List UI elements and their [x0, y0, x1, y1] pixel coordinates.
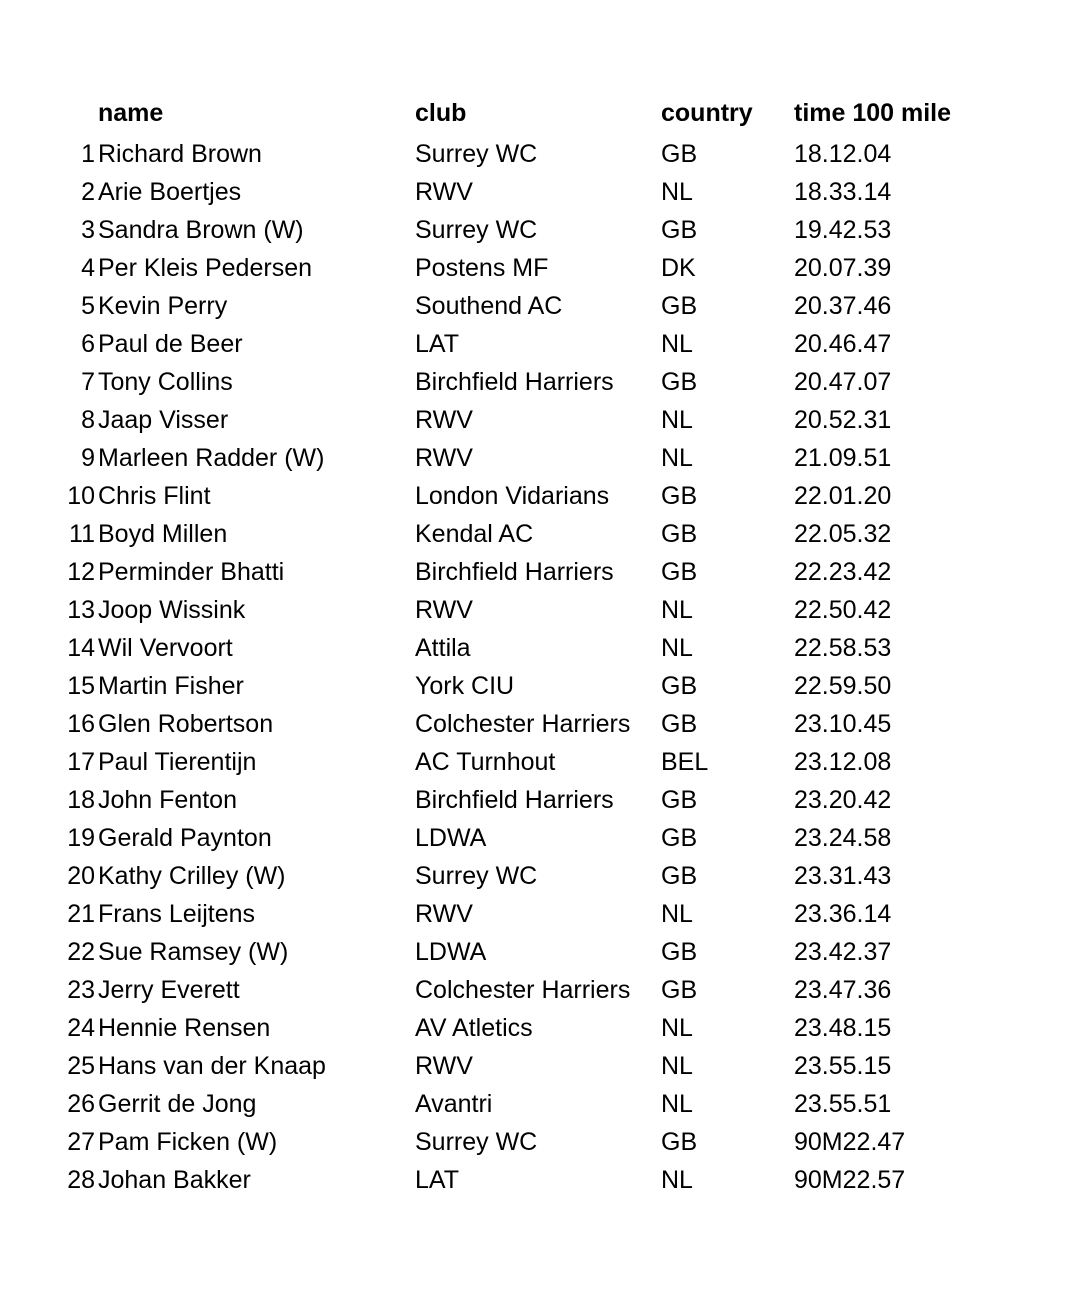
name-cell: Boyd Millen	[98, 520, 228, 548]
table-row	[0, 1085, 1090, 1123]
time-cell: 23.24.58	[794, 824, 892, 852]
table-row	[0, 629, 1090, 667]
rank-cell: 8	[81, 406, 95, 434]
country-cell: GB	[661, 976, 698, 1004]
name-cell: Paul de Beer	[98, 330, 243, 358]
club-cell: RWV	[415, 900, 473, 928]
club-cell: Colchester Harriers	[415, 710, 631, 738]
name-cell: Joop Wissink	[98, 596, 246, 624]
name-cell: Sue Ramsey (W)	[98, 938, 289, 966]
rank-cell: 24	[67, 1014, 95, 1042]
rank-cell: 22	[67, 938, 95, 966]
name-cell: Hennie Rensen	[98, 1014, 271, 1042]
time-cell: 20.46.47	[794, 330, 892, 358]
club-cell: York CIU	[415, 672, 515, 700]
name-cell: Kevin Perry	[98, 292, 228, 320]
time-cell: 90M22.47	[794, 1128, 906, 1156]
country-cell: GB	[661, 216, 698, 244]
time-cell: 22.05.32	[794, 520, 892, 548]
rank-cell: 28	[67, 1166, 95, 1194]
club-cell: AC Turnhout	[415, 748, 556, 776]
time-cell: 21.09.51	[794, 444, 892, 472]
time-cell: 22.50.42	[794, 596, 892, 624]
rank-cell: 11	[69, 520, 95, 548]
club-cell: Attila	[415, 634, 471, 662]
club-cell: Postens MF	[415, 254, 549, 282]
name-cell: Glen Robertson	[98, 710, 274, 738]
table-row	[0, 743, 1090, 781]
table-row	[0, 287, 1090, 325]
club-cell: AV Atletics	[415, 1014, 533, 1042]
table-row	[0, 477, 1090, 515]
table-row	[0, 781, 1090, 819]
country-cell: BEL	[661, 748, 709, 776]
name-cell: Pam Ficken (W)	[98, 1128, 278, 1156]
club-cell: Birchfield Harriers	[415, 558, 614, 586]
time-cell: 23.36.14	[794, 900, 892, 928]
table-row	[0, 971, 1090, 1009]
time-cell: 90M22.57	[794, 1166, 906, 1194]
time-cell: 23.10.45	[794, 710, 892, 738]
time-cell: 23.47.36	[794, 976, 892, 1004]
time-cell: 23.31.43	[794, 862, 892, 890]
time-cell: 22.01.20	[794, 482, 892, 510]
rank-cell: 1	[81, 140, 95, 168]
time-cell: 18.33.14	[794, 178, 892, 206]
results-table	[0, 95, 1090, 1199]
club-cell: RWV	[415, 1052, 473, 1080]
name-cell: Perminder Bhatti	[98, 558, 285, 586]
rank-cell: 13	[67, 596, 95, 624]
name-cell: Arie Boertjes	[98, 178, 242, 206]
time-cell: 23.42.37	[794, 938, 892, 966]
time-cell: 22.58.53	[794, 634, 892, 662]
club-cell: Surrey WC	[415, 862, 538, 890]
name-cell: Hans van der Knaap	[98, 1052, 326, 1080]
name-cell: Wil Vervoort	[98, 634, 233, 662]
name-cell: Tony Collins	[98, 368, 233, 396]
table-row	[0, 1009, 1090, 1047]
country-cell: GB	[661, 710, 698, 738]
country-cell: GB	[661, 520, 698, 548]
table-body	[0, 135, 1090, 1199]
table-row	[0, 933, 1090, 971]
club-cell: Birchfield Harriers	[415, 786, 614, 814]
country-cell: GB	[661, 1128, 698, 1156]
club-cell: Surrey WC	[415, 1128, 538, 1156]
country-cell: NL	[661, 900, 693, 928]
country-cell: NL	[661, 178, 693, 206]
header-country: country	[661, 99, 753, 127]
country-cell: NL	[661, 1052, 693, 1080]
name-cell: Paul Tierentijn	[98, 748, 257, 776]
table-row	[0, 895, 1090, 933]
time-cell: 19.42.53	[794, 216, 892, 244]
name-cell: Gerrit de Jong	[98, 1090, 257, 1118]
rank-cell: 16	[67, 710, 95, 738]
country-cell: GB	[661, 862, 698, 890]
time-cell: 23.48.15	[794, 1014, 892, 1042]
rank-cell: 3	[81, 216, 95, 244]
country-cell: GB	[661, 824, 698, 852]
table-row	[0, 401, 1090, 439]
table-row	[0, 173, 1090, 211]
country-cell: GB	[661, 938, 698, 966]
country-cell: NL	[661, 406, 693, 434]
rank-cell: 10	[67, 482, 95, 510]
table-row	[0, 211, 1090, 249]
rank-cell: 17	[67, 748, 95, 776]
club-cell: LAT	[415, 330, 459, 358]
country-cell: GB	[661, 368, 698, 396]
rank-cell: 26	[67, 1090, 95, 1118]
name-cell: Sandra Brown (W)	[98, 216, 304, 244]
rank-cell: 14	[67, 634, 95, 662]
rank-cell: 25	[67, 1052, 95, 1080]
time-cell: 23.55.15	[794, 1052, 892, 1080]
table-row	[0, 591, 1090, 629]
country-cell: GB	[661, 292, 698, 320]
table-row	[0, 249, 1090, 287]
rank-cell: 7	[81, 368, 95, 396]
rank-cell: 9	[81, 444, 95, 472]
club-cell: LDWA	[415, 938, 487, 966]
name-cell: Per Kleis Pedersen	[98, 254, 313, 282]
club-cell: RWV	[415, 444, 473, 472]
name-cell: Johan Bakker	[98, 1166, 251, 1194]
club-cell: Birchfield Harriers	[415, 368, 614, 396]
table-row	[0, 1123, 1090, 1161]
rank-cell: 18	[67, 786, 95, 814]
header-name: name	[98, 99, 164, 127]
table-row	[0, 857, 1090, 895]
header-club: club	[415, 99, 467, 127]
club-cell: Avantri	[415, 1090, 493, 1118]
name-cell: Richard Brown	[98, 140, 262, 168]
table-row	[0, 363, 1090, 401]
time-cell: 20.37.46	[794, 292, 892, 320]
name-cell: Jaap Visser	[98, 406, 229, 434]
table-row	[0, 325, 1090, 363]
club-cell: Surrey WC	[415, 140, 538, 168]
rank-cell: 5	[81, 292, 95, 320]
club-cell: London Vidarians	[415, 482, 610, 510]
country-cell: DK	[661, 254, 696, 282]
header-time: time 100 mile	[794, 99, 952, 127]
country-cell: NL	[661, 1090, 693, 1118]
club-cell: Colchester Harriers	[415, 976, 631, 1004]
club-cell: Kendal AC	[415, 520, 534, 548]
time-cell: 20.47.07	[794, 368, 892, 396]
name-cell: Chris Flint	[98, 482, 211, 510]
time-cell: 23.12.08	[794, 748, 892, 776]
time-cell: 23.20.42	[794, 786, 892, 814]
club-cell: RWV	[415, 596, 473, 624]
time-cell: 23.55.51	[794, 1090, 892, 1118]
country-cell: NL	[661, 330, 693, 358]
time-cell: 22.59.50	[794, 672, 892, 700]
country-cell: GB	[661, 558, 698, 586]
table-row	[0, 667, 1090, 705]
table-header	[0, 95, 1090, 135]
table-row	[0, 819, 1090, 857]
country-cell: GB	[661, 672, 698, 700]
club-cell: RWV	[415, 406, 473, 434]
name-cell: Martin Fisher	[98, 672, 244, 700]
table-row	[0, 553, 1090, 591]
time-cell: 18.12.04	[794, 140, 892, 168]
name-cell: John Fenton	[98, 786, 237, 814]
country-cell: NL	[661, 634, 693, 662]
country-cell: GB	[661, 786, 698, 814]
rank-cell: 27	[67, 1128, 95, 1156]
rank-cell: 15	[67, 672, 95, 700]
country-cell: GB	[661, 140, 698, 168]
table-row	[0, 1161, 1090, 1199]
rank-cell: 21	[67, 900, 95, 928]
time-cell: 20.52.31	[794, 406, 892, 434]
rank-cell: 12	[67, 558, 95, 586]
club-cell: Surrey WC	[415, 216, 538, 244]
club-cell: RWV	[415, 178, 473, 206]
rank-cell: 4	[81, 254, 95, 282]
name-cell: Frans Leijtens	[98, 900, 256, 928]
name-cell: Jerry Everett	[98, 976, 240, 1004]
rank-cell: 2	[81, 178, 95, 206]
rank-cell: 23	[67, 976, 95, 1004]
country-cell: NL	[661, 1014, 693, 1042]
club-cell: LAT	[415, 1166, 459, 1194]
club-cell: LDWA	[415, 824, 487, 852]
name-cell: Kathy Crilley (W)	[98, 862, 286, 890]
table-row	[0, 515, 1090, 553]
table-row	[0, 439, 1090, 477]
country-cell: GB	[661, 482, 698, 510]
country-cell: NL	[661, 444, 693, 472]
country-cell: NL	[661, 596, 693, 624]
rank-cell: 20	[67, 862, 95, 890]
rank-cell: 19	[67, 824, 95, 852]
club-cell: Southend AC	[415, 292, 563, 320]
name-cell: Marleen Radder (W)	[98, 444, 325, 472]
time-cell: 20.07.39	[794, 254, 892, 282]
table-row	[0, 1047, 1090, 1085]
rank-cell: 6	[81, 330, 95, 358]
table-row	[0, 135, 1090, 173]
country-cell: NL	[661, 1166, 693, 1194]
time-cell: 22.23.42	[794, 558, 892, 586]
table-row	[0, 705, 1090, 743]
name-cell: Gerald Paynton	[98, 824, 272, 852]
